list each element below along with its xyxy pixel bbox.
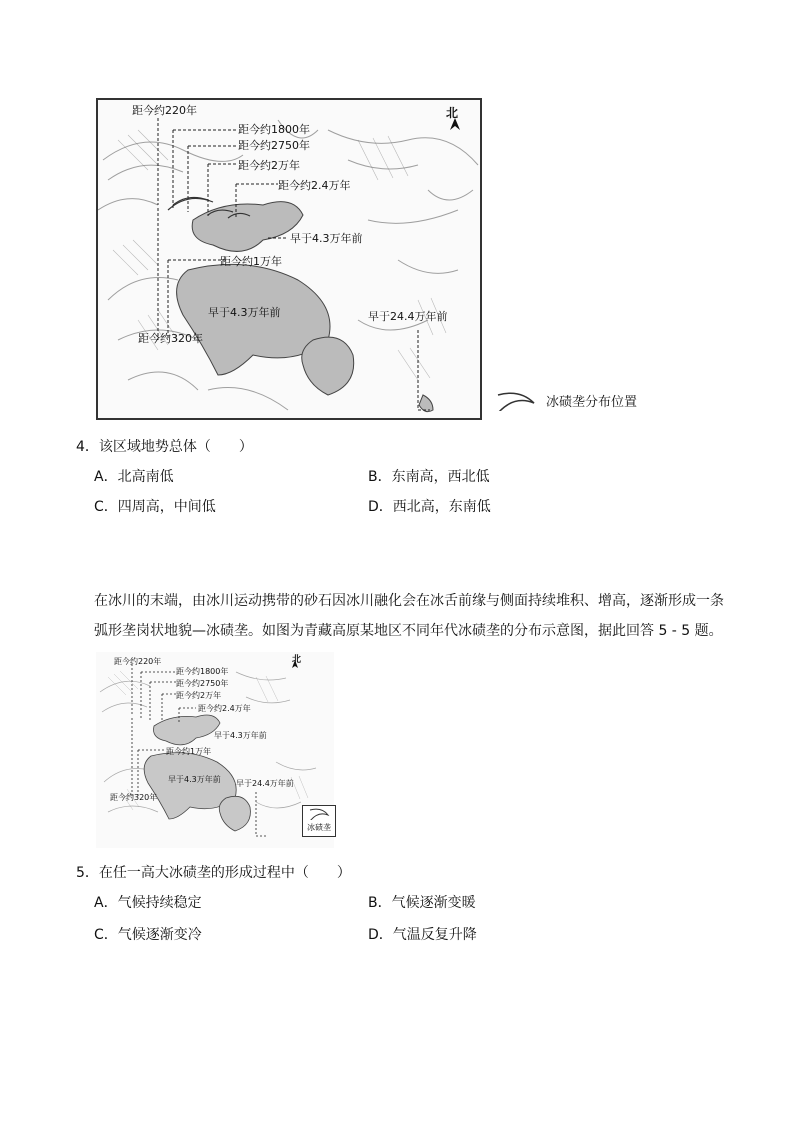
intro-line-2: 弧形垄岗状地貌—冰碛垄。如图为青藏高原某地区不同年代冰碛垄的分布示意图，据此回答 5 - 5 题。 <box>94 623 723 639</box>
option-5d[interactable]: D．气温反复升降 <box>368 927 477 943</box>
map-label: 距今约220年 <box>132 104 197 117</box>
map-label: 早于24.4万年前 <box>236 779 294 788</box>
option-4b[interactable]: B．东南高，西北低 <box>368 469 490 485</box>
map-label: 距今约320年 <box>110 793 158 802</box>
map-label: 距今约1800年 <box>176 667 229 676</box>
option-5a[interactable]: A．气候持续稳定 <box>94 895 202 911</box>
option-5b[interactable]: B．气候逐渐变暖 <box>368 895 476 911</box>
moraine-legend-icon <box>304 806 334 820</box>
map-label: 距今约1万年 <box>220 255 282 268</box>
map-label: 早于4.3万年前 <box>168 775 221 784</box>
north-label: 北 <box>446 106 459 120</box>
map-label: 距今约2.4万年 <box>278 179 351 192</box>
legend-label: 冰碛垄 <box>307 823 331 832</box>
map-label: 距今约1万年 <box>166 747 212 756</box>
map-legend <box>494 386 637 414</box>
moraine-legend-icon <box>494 389 538 411</box>
north-label: 北 <box>292 655 302 665</box>
intro-line-1: 在冰川的末端，由冰川运动携带的砂石因冰川融化会在冰舌前缘与侧面持续堆积、增高，逐渐形成一条 <box>94 593 724 609</box>
question-4-stem: 4．该区域地势总体（ ） <box>76 439 253 455</box>
map-label: 距今约220年 <box>114 657 162 666</box>
map-label: 距今约2750年 <box>238 139 310 152</box>
option-4d[interactable]: D．西北高，东南低 <box>368 499 491 515</box>
question-5-stem: 5．在任一高大冰碛垄的形成过程中（ ） <box>76 865 351 881</box>
map-label: 距今约1800年 <box>238 123 310 136</box>
map-label: 早于4.3万年前 <box>208 306 281 319</box>
map-label: 距今约2750年 <box>176 679 229 688</box>
moraine-map-large <box>96 98 482 420</box>
option-5c[interactable]: C．气候逐渐变冷 <box>94 927 202 943</box>
intro-paragraph <box>94 586 734 646</box>
legend-label: 冰碛垄分布位置 <box>546 394 638 410</box>
option-4c[interactable]: C．四周高，中间低 <box>94 499 216 515</box>
map-label: 早于4.3万年前 <box>214 731 267 740</box>
moraine-map-small <box>96 652 334 848</box>
map-label: 距今约2万年 <box>176 691 222 700</box>
map-label: 距今约2.4万年 <box>198 704 251 713</box>
map-label: 距今约320年 <box>138 332 203 345</box>
option-4a[interactable]: A．北高南低 <box>94 469 174 485</box>
map-label: 早于24.4万年前 <box>368 310 448 323</box>
map-label: 距今约2万年 <box>238 159 300 172</box>
map-label: 早于4.3万年前 <box>290 232 363 245</box>
map-legend-small <box>302 805 336 837</box>
